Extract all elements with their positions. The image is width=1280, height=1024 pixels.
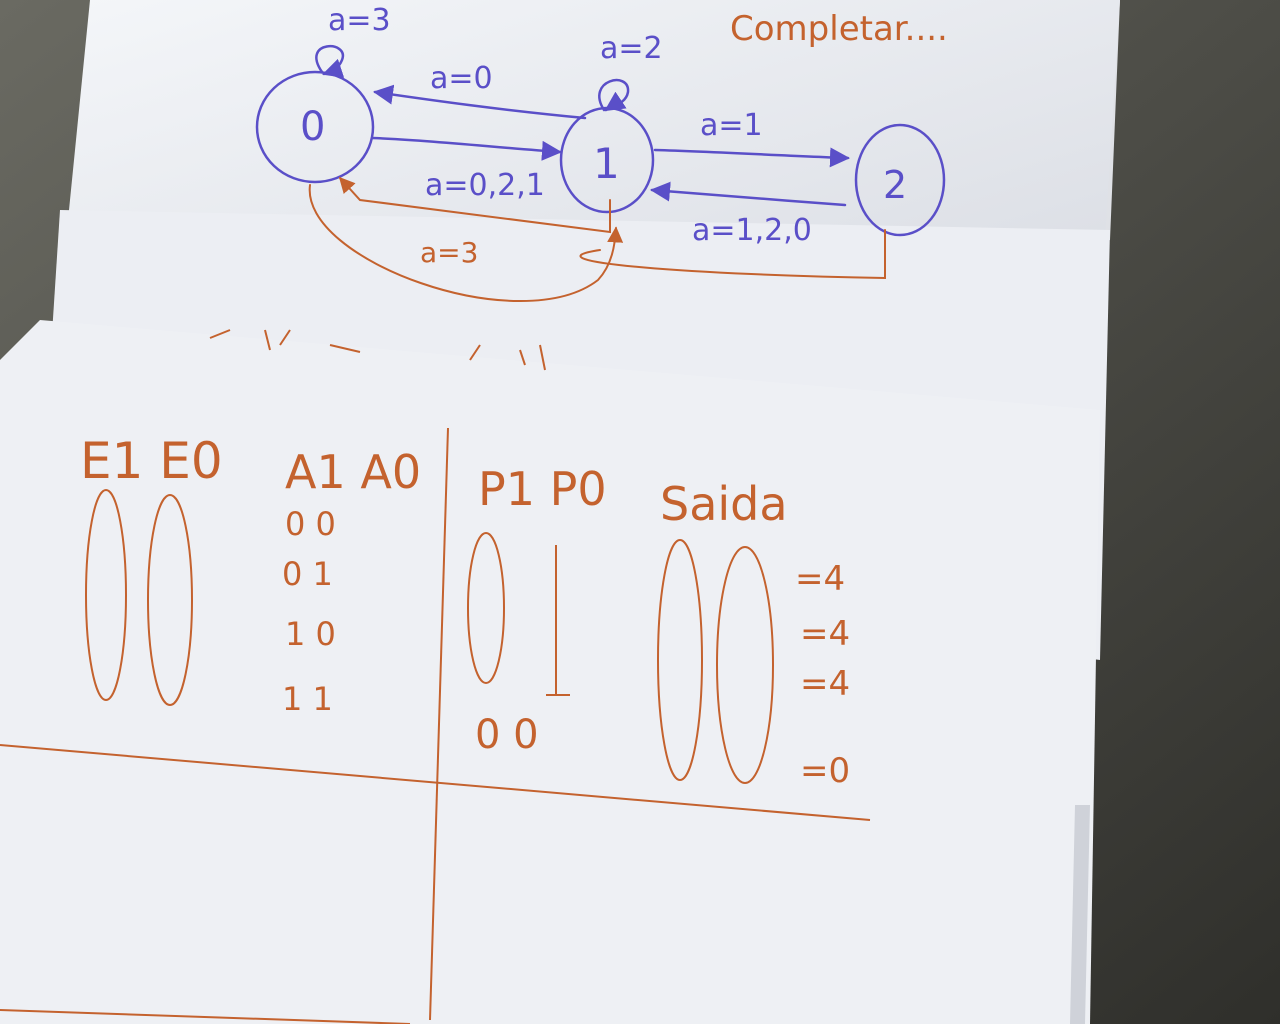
header-input-bits: A1 A0 (285, 445, 422, 499)
state-0-label: 0 (300, 104, 326, 150)
input-row-1: 0 0 (285, 505, 336, 543)
table-sheet (0, 320, 1100, 1024)
edge-0-to-1-label: a=0,2,1 (425, 168, 545, 203)
next-state-last-row: 0 0 (475, 712, 539, 758)
header-next-state-bits: P1 P0 (478, 462, 607, 516)
header-state-bits: E1 E0 (80, 432, 223, 490)
output-value-4: =0 (800, 751, 851, 791)
input-row-3: 1 0 (285, 615, 336, 653)
header-note: Completar.... (730, 9, 948, 49)
edge-1-to-2-label: a=1 (700, 108, 763, 143)
edge-1-to-0-label: a=0 (430, 61, 493, 96)
output-value-2: =4 (800, 614, 851, 654)
header-output: Saida (660, 477, 788, 531)
self-loop-0-label: a=3 (328, 3, 391, 38)
input-row-2: 0 1 (282, 555, 333, 593)
state-1-label: 1 (593, 139, 620, 188)
state-2-label: 2 (883, 163, 908, 207)
output-value-1: =4 (795, 559, 846, 599)
edge-2-to-0-label: a=3 (420, 236, 479, 269)
output-value-3: =4 (800, 664, 851, 704)
edge-2-to-1-label: a=1,2,0 (692, 213, 812, 248)
input-row-4: 1 1 (282, 680, 333, 718)
self-loop-1-label: a=2 (600, 31, 663, 66)
